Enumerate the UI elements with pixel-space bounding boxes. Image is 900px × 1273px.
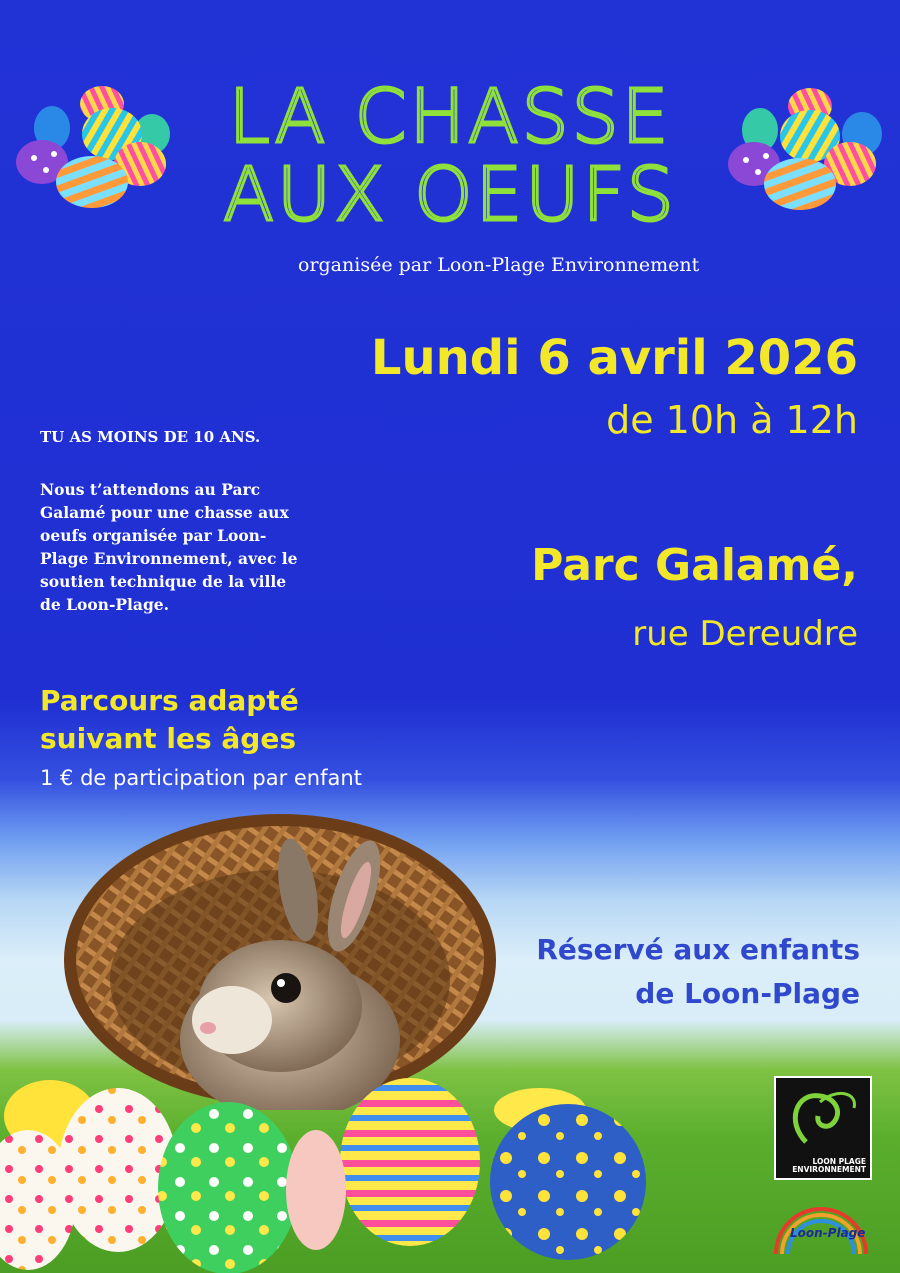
event-time: de 10h à 12h [606,398,858,442]
organiser-credit: organisée par Loon-Plage Environnement [298,254,700,276]
event-date: Lundi 6 avril 2026 [370,330,858,386]
participation-fee: 1 € de participation par enfant [40,766,362,790]
event-place: Parc Galamé, [531,540,858,591]
easter-eggs-cluster-right [726,84,886,212]
loon-plage-environnement-logo [774,1076,872,1180]
age-notice: TU AS MOINS DE 10 ANS. [40,428,261,446]
rabbit-in-basket-photo [60,810,500,1110]
parcours-line1: Parcours adapté [40,684,299,717]
town-logo-text: Loon-Plage [790,1226,866,1240]
reserved-line2: de Loon-Plage [635,977,860,1010]
environment-logo-text: LOON PLAGE ENVIRONNEMENT [792,1157,866,1174]
loon-plage-town-logo [766,1196,876,1260]
easter-eggs-cluster-left [14,82,174,210]
poster-title-line1: LA CHASSE [228,74,672,160]
event-street: rue Dereudre [632,614,858,654]
butterfly-icon [776,1082,870,1152]
event-description: Nous t’attendons au Parc Galamé pour une chasse aux oeufs organisée par Loon-Plage Environnement, avec le soutien technique de la ville de Loon-Plage. [40,480,298,614]
reserved-notice [536,928,860,1016]
reserved-line1: Réservé aux enfants [536,933,860,966]
parcours-heading [40,682,440,758]
painted-eggs-on-grass [0,1070,660,1273]
poster-title-line2: AUX OEUFS [223,152,677,238]
parcours-line2: suivant les âges [40,722,297,755]
